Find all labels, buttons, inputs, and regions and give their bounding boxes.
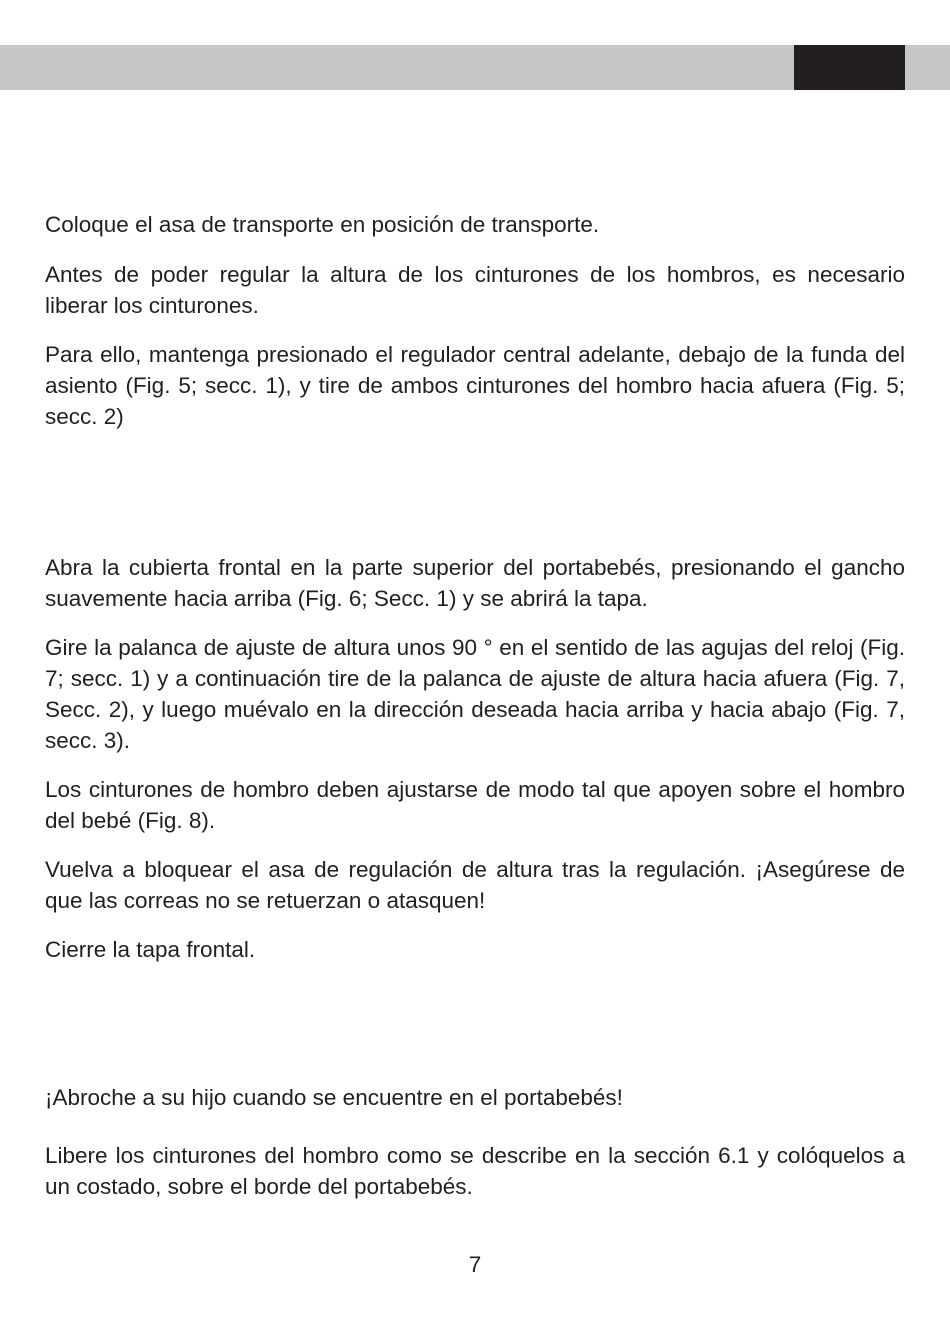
paragraph-shoulder-fit: Los cinturones de hombro deben ajustarse de modo tal que apoyen sobre el hombro del bebé (Fig. 8). <box>45 777 905 833</box>
paragraph-carry-handle: Coloque el asa de transporte en posición de transporte. <box>45 212 600 237</box>
paragraph-height-lever: Gire la palanca de ajuste de altura unos 90 ° en el sentido de las agujas del reloj (Fig. 7; secc. 1) y a continuación tire de la palanca de ajuste de altura hacia afuera (Fig. 7, Secc. 2), y luego muévalo en la dirección deseada hacia arriba y hacia abajo (Fig. 7, secc. 3). <box>45 635 905 753</box>
paragraph-central-adjuster: Para ello, mantenga presionado el regulador central adelante, debajo de la funda del asiento (Fig. 5; secc. 1), y tire de ambos cinturones del hombro hacia afuera (Fig. 5; secc. 2) <box>45 342 905 429</box>
paragraph-place-belts-aside: Libere los cinturones del hombro como se describe en la sección 6.1 y colóquelos a un costado, sobre el borde del portabebés. <box>45 1143 905 1199</box>
header-tab-block <box>794 45 905 90</box>
paragraph-open-front-cover: Abra la cubierta frontal en la parte superior del portabebés, presionando el gancho suavemente hacia arriba (Fig. 6; Secc. 1) y se abrirá la tapa. <box>45 555 905 611</box>
paragraph-relock-handle: Vuelva a bloquear el asa de regulación de altura tras la regulación. ¡Asegúrese de que las correas no se retuerzan o atasquen! <box>45 857 905 913</box>
paragraph-release-belts: Antes de poder regular la altura de los cinturones de los hombros, es necesario liberar los cinturones. <box>45 262 905 318</box>
paragraph-close-cover: Cierre la tapa frontal. <box>45 937 256 962</box>
paragraph-buckle-child: ¡Abroche a su hijo cuando se encuentre en el portabebés! <box>45 1085 623 1110</box>
page-number: 7 <box>468 1252 482 1277</box>
